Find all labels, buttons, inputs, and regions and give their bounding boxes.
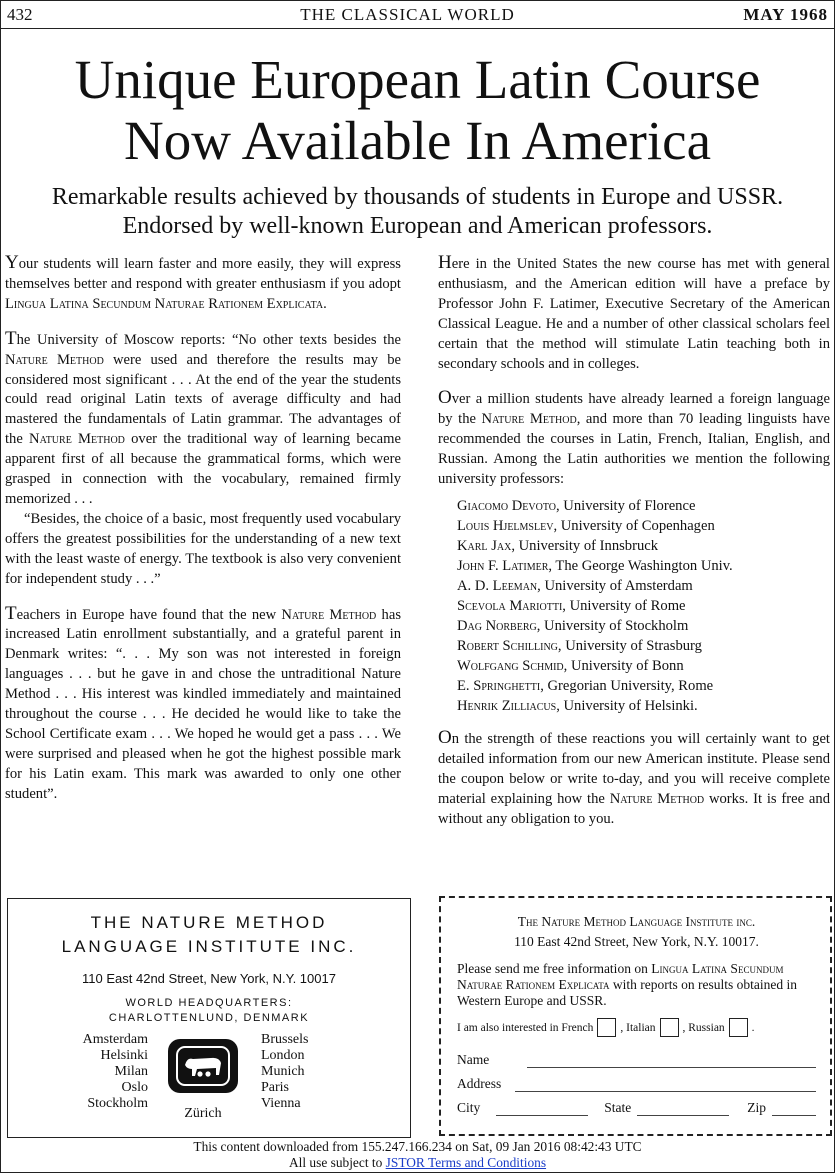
list-item: John F. Latimer, The George Washington Univ. (457, 557, 733, 574)
name-field[interactable] (527, 1057, 816, 1068)
world-headquarters: WORLD HEADQUARTERS: CHARLOTTENLUND, DENMARK (108, 997, 310, 1024)
subhead-line-2: Endorsed by well-known European and American professors. (122, 213, 713, 239)
zip-field[interactable] (772, 1105, 816, 1116)
italian-checkbox[interactable] (660, 1018, 679, 1037)
professor-list (457, 496, 830, 716)
name-row (457, 1051, 816, 1068)
paragraph: Over a million students have already learned a foreign language by the Nature Method, and more than 70 leading linguists have recommended the courses in Latin, French, Italian, English, and Russian. Among the Latin authorities we mention the following university professors: (438, 387, 830, 488)
russian-checkbox[interactable] (729, 1018, 748, 1037)
journal-title: THE CLASSICAL WORLD (300, 5, 515, 24)
terms-notice: All use subject to JSTOR Terms and Conditions (288, 1154, 547, 1170)
list-item: Karl Jax, University of Innsbruck (457, 537, 659, 554)
left-column (5, 253, 401, 819)
she-wolf-emblem-icon (168, 1039, 238, 1093)
list-item: Wolfgang Schmid, University of Bonn (457, 657, 684, 674)
list-item: Robert Schilling, University of Strasburg (457, 637, 702, 654)
address-label: Address (457, 1076, 502, 1091)
jstor-terms-link[interactable]: JSTOR Terms and Conditions (385, 1154, 547, 1170)
address-row (457, 1075, 816, 1092)
institute-title: THE NATURE METHOD LANGUAGE INSTITUTE INC. (61, 913, 357, 956)
paragraph: On the strength of these reactions you will certainly want to get detailed information from our new American institute. Please send the coupon below or write to-day, and you will receive complete material explaining how the Nature Method works. It is free and without any obligation to you. (438, 726, 830, 827)
paragraph: Teachers in Europe have found that the new Nature Method has increased Latin enrollment substantially, and a grateful parent in Denmark writes: “. . . My son was not interested in foreign languages . . . but he gave in and chose the untraditional Nature Method . . . His interest was kindled immediately and maintained throughout the course . . . He decided he would like to take the School Certificate exam . . . We hoped he would get a pass . . . We were surprised and pleased when he got the highest possible mark for his Latin exam. This mark was awarded to only one other student”. (5, 602, 401, 802)
city-field[interactable] (496, 1105, 588, 1116)
cities-left (64, 1032, 148, 1112)
city: Amsterdam (82, 1032, 148, 1047)
city: Stockholm (87, 1096, 148, 1111)
paragraph: The University of Moscow reports: “No other texts besides the Nature Method were used and therefore the results may be considered most significant . . . At the end of the year the students could read original Latin texts of average difficulty and had mastered the fundamentals of Latin grammar. The advantages of the Nature Method over the traditional way of learning became apparent first of all because the grammatical forms, which were grasped in connection with the vocabulary, remained firmly memorized . . . (5, 327, 401, 507)
coupon-header (457, 912, 816, 952)
list-item: Scevola Mariotti, University of Rome (457, 597, 686, 614)
city-label: City (457, 1100, 481, 1115)
state-field[interactable] (637, 1105, 729, 1116)
city: Oslo (121, 1080, 148, 1095)
state-label: State (604, 1100, 632, 1115)
city: Zürich (184, 1106, 222, 1121)
address-field[interactable] (515, 1081, 816, 1092)
city: London (261, 1048, 305, 1063)
cities-right (261, 1032, 361, 1112)
city: Vienna (261, 1096, 301, 1111)
interest-row: I am also interested in French , Italian , Russian . (457, 1018, 816, 1037)
list-item: A. D. Leeman, University of Amsterdam (457, 577, 693, 594)
right-column (438, 253, 830, 844)
institute-box (7, 898, 411, 1138)
issue-date: MAY 1968 (743, 5, 828, 24)
city: Munich (261, 1064, 305, 1079)
french-checkbox[interactable] (597, 1018, 616, 1037)
running-header (7, 4, 828, 26)
coupon (439, 896, 832, 1136)
city: Brussels (261, 1032, 309, 1047)
zip-label: Zip (747, 1100, 767, 1115)
list-item: Dag Norberg, University of Stockholm (457, 617, 689, 634)
city: Helsinki (100, 1048, 148, 1063)
city: Paris (261, 1080, 289, 1095)
header-rule (1, 28, 834, 29)
paragraph: “Besides, the choice of a basic, most frequently used vocabulary offers the greatest possibilities for the understanding of a new text with the least waste of energy. The textbook is also very convenient for independent study . . .” (5, 510, 401, 587)
coupon-request: Please send me free information on Lingua Latina Secundum Naturae Rationem Explicata with reports on results obtained in Western Europe and USSR. (457, 961, 798, 1008)
download-notice: This content downloaded from 155.247.166.234 on Sat, 09 Jan 2016 08:42:43 UTC (193, 1139, 642, 1154)
coupon-title: The Nature Method Language Institute inc. (517, 914, 756, 929)
headline-line-1: Unique European Latin Course (74, 49, 761, 110)
name-label: Name (457, 1052, 490, 1067)
paragraph: Here in the United States the new course has met with general enthusiasm, and the American edition will have a preface by Professor John F. Latimer, Executive Secretary of the American Classical League. He and a number of other classical scholars feel certain that the method will stimulate Latin teaching both in secondary schools and in colleges. (438, 252, 830, 372)
paragraph: Your students will learn faster and more easily, they will express themselves better and respond with greater enthusiasm if you adopt Lingua Latina Secundum Naturae Rationem Explicata. (5, 252, 401, 312)
city-state-zip-row (457, 1099, 816, 1116)
list-item: E. Springhetti, Gregorian University, Rome (457, 677, 714, 694)
headline-line-2: Now Available In America (124, 110, 711, 171)
institute-address: 110 East 42nd Street, New York, N.Y. 10017 (82, 971, 336, 986)
coupon-address: 110 East 42nd Street, New York, N.Y. 10017. (514, 934, 759, 949)
list-item: Henrik Zilliacus, University of Helsinki. (457, 697, 698, 714)
city: Milan (114, 1064, 148, 1079)
download-footer (1, 1139, 834, 1170)
headline (1, 49, 834, 171)
subheadline (1, 183, 834, 241)
subhead-line-1: Remarkable results achieved by thousands of students in Europe and USSR. (51, 184, 784, 210)
page-number: 432 (7, 5, 33, 24)
list-item: Giacomo Devoto, University of Florence (457, 497, 696, 514)
list-item: Louis Hjelmslev, University of Copenhagen (457, 517, 715, 534)
